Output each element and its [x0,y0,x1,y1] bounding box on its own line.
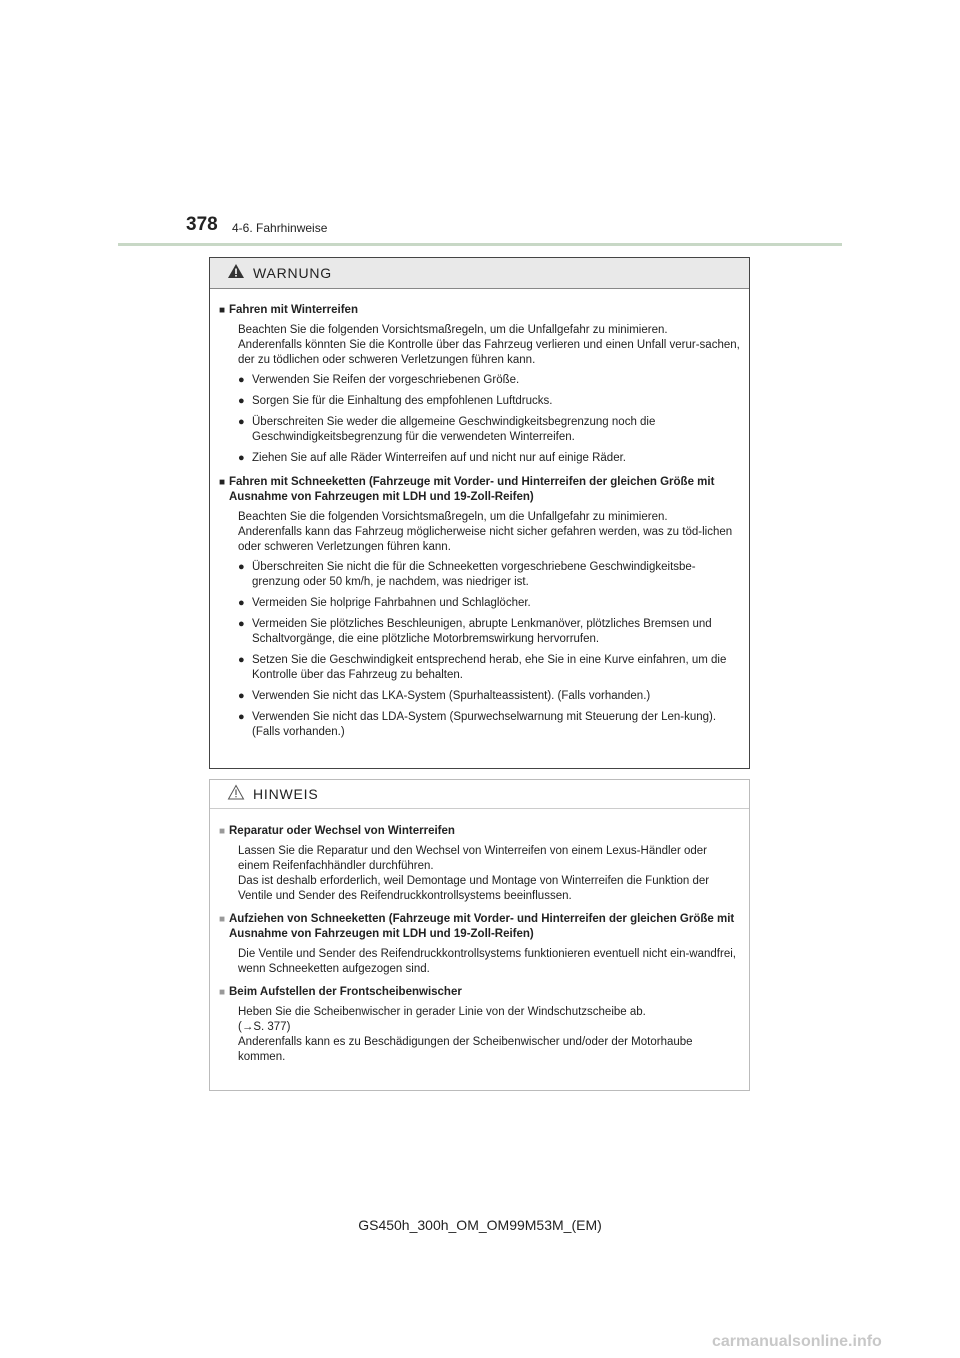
warning-box [209,257,750,769]
bullet-dot-icon: ● [238,618,245,630]
square-bullet-icon: ■ [219,914,226,925]
warning-triangle-outline-icon [227,784,245,805]
paragraph-line: Beachten Sie die folgenden Vorsichtsmaßregeln, um die Unfallgefahr zu minimieren. [238,324,668,336]
bullet-dot-icon: ● [238,690,245,702]
list-item [238,560,740,590]
paragraph-line: Die Ventile und Sender des Reifendruckkontrollsystems funktionieren eventuell nicht ein-wandfrei, wenn Schneeketten aufgezogen sind. [238,948,736,975]
section-heading [219,824,740,839]
bullet-dot-icon: ● [238,374,245,386]
notice-header [210,780,749,809]
section-heading-text: Aufziehen von Schneeketten (Fahrzeuge mit Vorder- und Hinterreifen der gleichen Größe mit Ausnahme von Fahrzeugen mit LDH und 19-Zoll-Reifen) [229,913,735,940]
list-item-text: Verwenden Sie nicht das LKA-System (Spurhalteassistent). (Falls vorhanden.) [252,690,651,702]
bullet-dot-icon: ● [238,561,245,573]
paragraph [238,844,740,904]
list-item [238,710,740,740]
paragraph [238,947,740,977]
list-item [238,689,740,704]
section-heading [219,475,740,505]
list-item-text: Vermeiden Sie holprige Fahrbahnen und Schlaglöcher. [252,597,531,609]
page-number: 378 [186,214,218,235]
list-item [238,596,740,611]
list-item [238,373,740,388]
section-heading [219,985,740,1000]
paragraph-line: Lassen Sie die Reparatur und den Wechsel von Winterreifen von einem Lexus-Händler oder einem Reifenfachhändler durchführen. [238,845,707,872]
section-heading [219,912,740,942]
list-item-text: Überschreiten Sie nicht die für die Schneeketten vorgeschriebene Geschwindigkeitsbe-grenzung oder 50 km/h, je nachdem, was niedriger ist. [252,561,696,588]
paragraph-line: Anderenfalls könnten Sie die Kontrolle über das Fahrzeug verlieren und einen Unfall verur-sachen, der zu tödlichen oder schweren Verletzungen führen kann. [238,339,740,366]
bullet-dot-icon: ● [238,416,245,428]
paragraph-line: Anderenfalls kann das Fahrzeug möglicherweise nicht sicher gefahren werden, was zu töd-lichen oder schweren Verletzungen führen kann. [238,526,733,553]
paragraph-line: Beachten Sie die folgenden Vorsichtsmaßregeln, um die Unfallgefahr zu minimieren. [238,511,668,523]
square-bullet-icon: ■ [219,987,226,998]
bullet-dot-icon: ● [238,711,245,723]
warning-body [210,289,749,749]
bullet-dot-icon: ● [238,597,245,609]
list-item-text: Setzen Sie die Geschwindigkeit entsprechend herab, ehe Sie in eine Kurve einfahren, um die Kontrolle über das Fahrzeug zu behalten. [252,654,727,681]
square-bullet-icon: ■ [219,826,226,837]
section-heading-text: Beim Aufstellen der Frontscheibenwischer [229,986,462,998]
list-item-text: Vermeiden Sie plötzliches Beschleunigen, abrupte Lenkmanöver, plötzliches Bremsen und Schaltvorgänge, die eine plötzliche Motorbremswirkung hervorrufen. [252,618,712,645]
list-item [238,451,740,466]
section-heading-text: Reparatur oder Wechsel von Winterreifen [229,825,455,837]
square-bullet-icon: ■ [219,305,226,316]
paragraph [238,510,740,555]
list-item [238,617,740,647]
document-code: GS450h_300h_OM_OM99M53M_(EM) [358,1217,602,1233]
list-item-text: Verwenden Sie nicht das LDA-System (Spurwechselwarnung mit Steuerung der Len-kung). (Falls vorhanden.) [252,711,717,738]
header-divider [118,243,842,246]
list-item-text: Sorgen Sie für die Einhaltung des empfohlenen Luftdrucks. [252,395,553,407]
warning-header [210,258,749,289]
notice-body [210,809,749,1073]
paragraph [238,1005,740,1065]
watermark: carmanualsonline.info [712,1333,882,1350]
bullet-dot-icon: ● [238,654,245,666]
list-item [238,394,740,409]
bullet-dot-icon: ● [238,452,245,464]
notice-title: HINWEIS [253,786,319,802]
list-item-text: Verwenden Sie Reifen der vorgeschriebenen Größe. [252,374,520,386]
bullet-dot-icon: ● [238,395,245,407]
warning-triangle-filled-icon [227,263,245,284]
list-item-text: Ziehen Sie auf alle Räder Winterreifen auf und nicht nur auf einige Räder. [252,452,626,464]
paragraph-line: Heben Sie die Scheibenwischer in gerader Linie von der Windschutzscheibe ab. [238,1006,646,1018]
notice-box [209,779,750,1091]
paragraph [238,323,740,368]
section-heading-text: Fahren mit Schneeketten (Fahrzeuge mit Vorder- und Hinterreifen der gleichen Größe mit Ausnahme von Fahrzeugen mit LDH und 19-Zoll-Reifen) [229,476,715,503]
list-item [238,415,740,445]
paragraph-line: Anderenfalls kann es zu Beschädigungen der Scheibenwischer und/oder der Motorhaube kommen. [238,1036,693,1063]
section-heading [219,303,740,318]
section-title: 4-6. Fahrhinweise [232,221,328,235]
paragraph-line: Das ist deshalb erforderlich, weil Demontage und Montage von Winterreifen die Funktion der Ventile und Sender des Reifendruckkontrollsystems beeinflussen. [238,875,710,902]
list-item [238,653,740,683]
section-heading-text: Fahren mit Winterreifen [229,304,358,316]
square-bullet-icon: ■ [219,477,226,488]
warning-title: WARNUNG [253,265,332,281]
list-item-text: Überschreiten Sie weder die allgemeine Geschwindigkeitsbegrenzung noch die Geschwindigkeitsbegrenzung für die verwendeten Winterreifen. [252,416,656,443]
paragraph-line: (→S. 377) [238,1021,291,1033]
